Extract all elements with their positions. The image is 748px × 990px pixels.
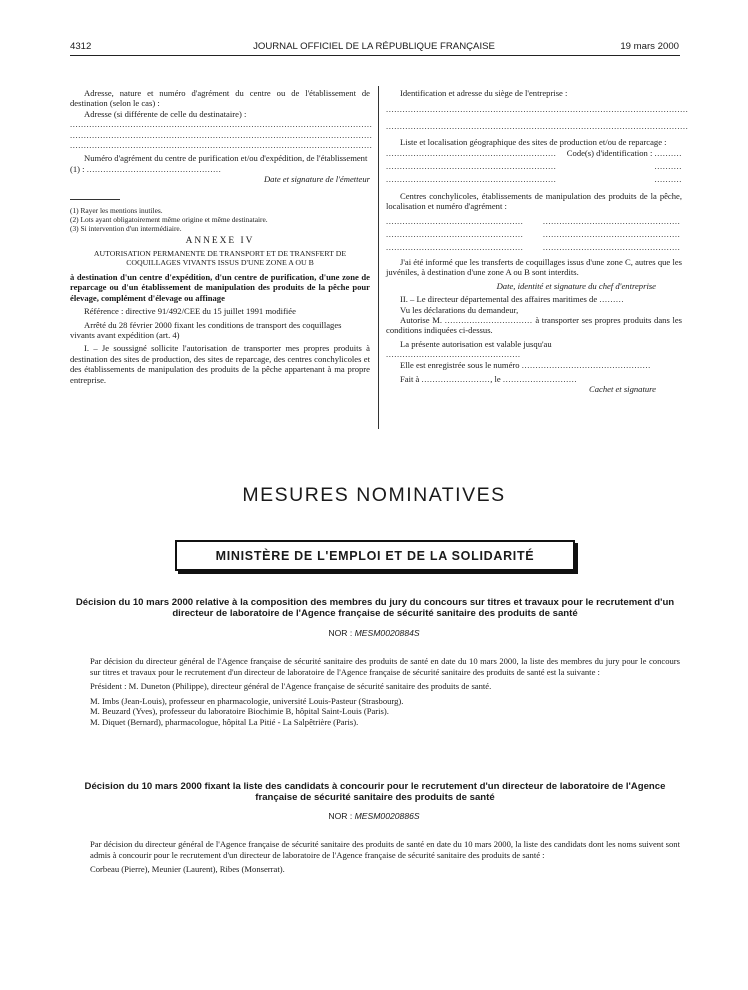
annexe-title: ANNEXE IV xyxy=(185,235,255,246)
page-number: 4312 xyxy=(70,41,92,52)
decision-paragraph: Par décision du directeur général de l'Agence française de sécurité sanitaire des produits de santé en date du 10 mars 2000, la liste des membres du jury pour le concours sur titres et travaux pour le recrutement d'un directeur de laboratoire de l'Agence française de sécurité sanitaire des produits de santé est la suivante : xyxy=(90,656,680,677)
siege-line: Identification et adresse du siège de l'entreprise : xyxy=(400,88,568,98)
nor-reference: NOR : MESM0020884S xyxy=(328,628,420,638)
dotted-fill: .............................................................................................................. xyxy=(70,129,373,140)
validity-line: La présente autorisation est valable jusqu'au ................................................. xyxy=(386,338,552,360)
dotted-row: .................................................. .................................................. xyxy=(386,229,681,240)
left-column xyxy=(70,88,373,385)
jury-member: M. Diquet (Bernard), pharmacologue, hôpital La Pitié - La Salpêtrière (Paris). xyxy=(90,716,359,727)
dotted-row: .............................................................. .......... xyxy=(386,161,682,172)
vu-line: Vu les déclarations du demandeur, xyxy=(400,304,519,315)
jury-member: M. Imbs (Jean-Louis), professeur en pharmacologie, université Louis-Pasteur (Strasbourg). xyxy=(90,695,404,706)
candidates-line: Corbeau (Pierre), Meunier (Laurent), Ribes (Monserrat). xyxy=(90,864,285,875)
chef-signature: Date, identité et signature du chef d'entreprise xyxy=(496,280,656,291)
dotted-fill: .............................................................................................................. xyxy=(70,119,373,130)
journal-title: JOURNAL OFFICIEL DE LA RÉPUBLIQUE FRANÇAISE xyxy=(253,41,495,52)
president-line: Président : M. Duneton (Philippe), directeur général de l'Agence française de sécurité sanitaire des produits de santé. xyxy=(90,681,492,692)
footnote-rule xyxy=(70,199,120,200)
footnote: (2) Lots ayant obligatoirement même origine et même destinataire. xyxy=(70,214,268,224)
code-label: Code(s) d'identification : .......... xyxy=(566,147,682,158)
decision-body xyxy=(90,656,680,728)
informed-notice: J'ai été informé que les transferts de coquillages issus d'une zone C, autres que les juvéniles, à destination d'une zone A ou B sont interdits. xyxy=(386,256,682,278)
address-line: Adresse (si différente de celle du destinataire) : xyxy=(84,108,247,119)
annexe-purpose: à destination d'un centre d'expédition, d'un centre de purification, d'une zone de reparcage ou d'un établissement de manipulation des produits de la pêche pour élevage, complément d'élevage ou affinage xyxy=(70,271,370,303)
liste-line: Liste et localisation géographique des sites de production et/ou de reparcage : xyxy=(400,137,667,148)
nor-reference: NOR : MESM0020886S xyxy=(328,811,420,821)
destination-line: Adresse, nature et numéro d'agrément du centre ou de l'établissement de destination (selon le cas) : xyxy=(70,88,370,109)
header-rule xyxy=(70,55,680,56)
dotted-fill: .............................................................................................................. xyxy=(386,104,689,115)
cachet-signature: Cachet et signature xyxy=(589,384,656,395)
reference: Référence : directive 91/492/CEE du 15 juillet 1991 modifiée xyxy=(84,306,296,317)
code-row: .............................................................. Code(s) d'identification : .......... xyxy=(386,147,682,158)
section-i: I. – Je soussigné sollicite l'autorisation de transporter mes propres produits à destination des sites de production, des sites de reparcage, des centres conchylicoles et des établissements de manipulation des produits de la pêche appartenant à ma propre entreprise. xyxy=(70,343,370,385)
footnote: (3) Si intervention d'un intermédiaire. xyxy=(70,223,182,233)
decision-title: Décision du 10 mars 2000 relative à la composition des membres du jury du concours sur titres et travaux pour le recrutement d'un directeur de laboratoire de l'Agence française de sécurité sanitaire des produits de santé xyxy=(75,597,675,620)
issue-date: 19 mars 2000 xyxy=(620,41,679,52)
dotted-row: .................................................. .................................................. xyxy=(386,215,681,226)
fait-line: Fait à ........................., le ........................... xyxy=(400,373,578,384)
dotted-fill: .............................................................................................................. xyxy=(386,120,689,131)
jury-member: M. Beuzard (Yves), professeur du laboratoire Biochimie B, hôpital Saint-Louis (Paris). xyxy=(90,706,389,717)
decision-title: Décision du 10 mars 2000 fixant la liste des candidats à concourir pour le recrutement d'un directeur de laboratoire de l'Agence française de sécurité sanitaire des produits de santé xyxy=(84,781,666,804)
footnote: (1) Rayer les mentions inutiles. xyxy=(70,205,163,215)
agrement-line: Numéro d'agrément du centre de purification et/ou d'expédition, de l'établissement (1) : ................................................. xyxy=(70,153,368,174)
decision-body xyxy=(90,839,680,879)
column-separator xyxy=(378,86,379,429)
dotted-fill: .............................................................................................................. xyxy=(70,140,373,151)
decision-paragraph: Par décision du directeur général de l'Agence française de sécurité sanitaire des produits de santé en date du 10 mars 2000, la liste des candidats dont les noms suivent sont admis à concourir pour le recrutement d'un directeur de laboratoire de l'Agence française de sécurité sanitaire des produits de santé : xyxy=(90,839,680,860)
autorise-line: Autorise M. ................................ à transporter ses propres produits dans les conditions indiquées ci-dessus. xyxy=(386,314,682,336)
centres-line: Centres conchylicoles, établissements de manipulation des produits de la pêche, localisation et numéro d'agrément : xyxy=(386,190,682,212)
dotted-row: .................................................. .................................................. xyxy=(386,242,681,253)
sender-signature: Date et signature de l'émetteur xyxy=(263,174,370,185)
registration-line: Elle est enregistrée sous le numéro ............................................... xyxy=(400,359,651,370)
section-ii: II. – Le directeur départemental des affaires maritimes de ......... xyxy=(400,294,625,305)
right-column xyxy=(386,88,689,395)
ministry-banner: MINISTÈRE DE L'EMPLOI ET DE LA SOLIDARITÉ xyxy=(175,540,575,571)
section-heading: MESURES NOMINATIVES xyxy=(242,484,506,506)
annexe-subtitle: AUTORISATION PERMANENTE DE TRANSPORT ET DE TRANSFERT DE COQUILLAGES VIVANTS ISSUS D'UNE ZONE A OU B xyxy=(93,249,347,268)
dotted-row: .............................................................. .......... xyxy=(386,174,682,185)
arrete: Arrêté du 28 février 2000 fixant les conditions de transport des coquillages vivants avant expédition (art. 4) xyxy=(70,319,342,340)
